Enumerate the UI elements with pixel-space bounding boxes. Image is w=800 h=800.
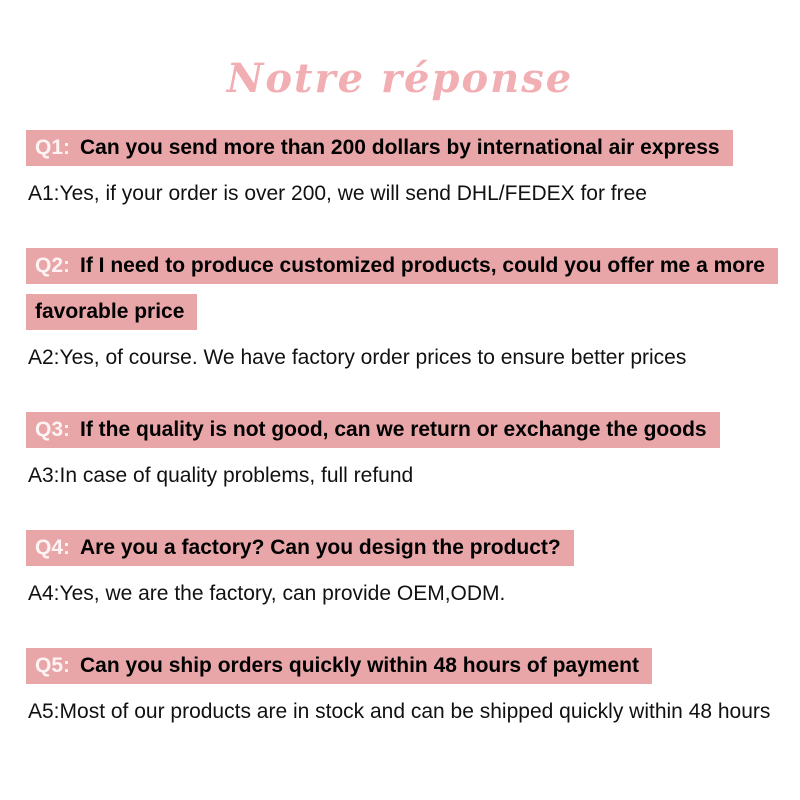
faq-item-q3	[26, 412, 774, 488]
question-number-label: Q2:	[35, 254, 71, 277]
answer-text-a1: A1:Yes, if your order is over 200, we will send DHL/FEDEX for free	[28, 182, 647, 205]
question-highlight	[26, 530, 574, 566]
faq-item-q2	[26, 248, 774, 370]
question-text: If I need to produce customized products, could you offer me a more	[80, 254, 765, 277]
question-text-continued: favorable price	[35, 300, 185, 323]
question-bar-q5	[26, 648, 774, 684]
question-number-label: Q1:	[35, 136, 71, 159]
page-title: Notre réponse	[226, 55, 574, 102]
question-number-label: Q3:	[35, 418, 71, 441]
question-highlight	[26, 648, 652, 684]
question-text: Are you a factory? Can you design the product?	[80, 536, 561, 559]
answer-text-a2: A2:Yes, of course. We have factory order prices to ensure better prices	[28, 346, 687, 369]
answer-text-a4: A4:Yes, we are the factory, can provide OEM,ODM.	[28, 582, 506, 605]
answer-text-a5: A5:Most of our products are in stock and can be shipped quickly within 48 hours	[28, 700, 771, 723]
question-number-label: Q5:	[35, 654, 71, 677]
question-text: Can you ship orders quickly within 48 hours of payment	[80, 654, 639, 677]
question-bar-q2-line2	[26, 294, 774, 330]
question-number-label: Q4:	[35, 536, 71, 559]
faq-item-q4	[26, 530, 774, 606]
question-text: Can you send more than 200 dollars by international air express	[80, 136, 720, 159]
question-bar-q1	[26, 130, 774, 166]
question-highlight	[26, 412, 720, 448]
question-highlight	[26, 294, 197, 330]
question-highlight	[26, 248, 778, 284]
question-highlight	[26, 130, 733, 166]
answer-text-a3: A3:In case of quality problems, full refund	[28, 464, 414, 487]
question-bar-q2-line1	[26, 248, 774, 284]
faq-item-q5	[26, 648, 774, 724]
question-bar-q3	[26, 412, 774, 448]
question-bar-q4	[26, 530, 774, 566]
question-text: If the quality is not good, can we return or exchange the goods	[80, 418, 707, 441]
faq-item-q1	[26, 130, 774, 206]
